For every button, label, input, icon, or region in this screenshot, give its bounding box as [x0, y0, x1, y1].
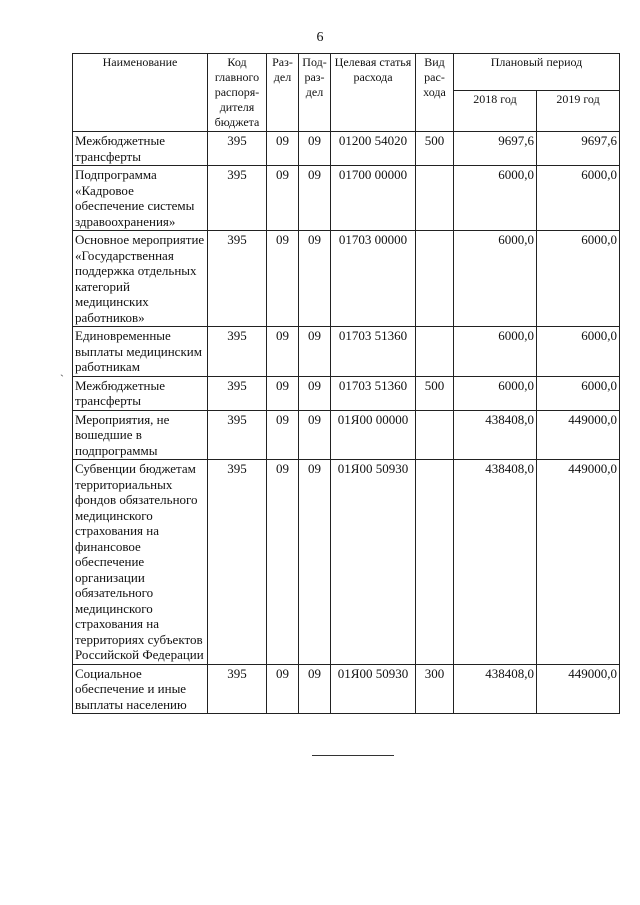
- row-2019: 449000,0: [537, 410, 620, 460]
- page-number: 6: [316, 30, 324, 45]
- table-row: [73, 376, 620, 410]
- row-2018: 6000,0: [454, 376, 537, 410]
- row-2018: 6000,0: [454, 231, 537, 327]
- row-name: Межбюджетные трансферты: [73, 132, 208, 166]
- row-subsection: 09: [299, 664, 331, 714]
- row-section: 09: [267, 132, 299, 166]
- header-name: Наименование: [73, 54, 208, 132]
- row-type: 500: [416, 132, 454, 166]
- row-2019: 9697,6: [537, 132, 620, 166]
- row-code: 395: [208, 132, 267, 166]
- header-code: Код главного распоря-дителя бюджета: [208, 54, 267, 132]
- row-target: 01200 54020: [331, 132, 416, 166]
- row-2019: 6000,0: [537, 327, 620, 377]
- row-name: Подпрограмма «Кадровое обеспечение системы здравоохранения»: [73, 166, 208, 231]
- row-name: Мероприятия, не вошедшие в подпрограммы: [73, 410, 208, 460]
- row-code: 395: [208, 460, 267, 665]
- row-section: 09: [267, 460, 299, 665]
- header-target: Целевая статья расхода: [331, 54, 416, 132]
- header-section: Раз-дел: [267, 54, 299, 132]
- row-2018: 6000,0: [454, 166, 537, 231]
- row-target: 01Я00 00000: [331, 410, 416, 460]
- header-type: Вид рас-хода: [416, 54, 454, 132]
- row-subsection: 09: [299, 376, 331, 410]
- row-2019: 6000,0: [537, 166, 620, 231]
- row-2019: 6000,0: [537, 231, 620, 327]
- header-period: Плановый период: [454, 54, 620, 91]
- row-subsection: 09: [299, 460, 331, 665]
- row-section: 09: [267, 664, 299, 714]
- row-target: 01Я00 50930: [331, 460, 416, 665]
- row-type: [416, 460, 454, 665]
- row-type: 300: [416, 664, 454, 714]
- row-section: 09: [267, 166, 299, 231]
- row-code: 395: [208, 376, 267, 410]
- row-code: 395: [208, 664, 267, 714]
- row-2019: 449000,0: [537, 460, 620, 665]
- table-row: [73, 132, 620, 166]
- row-section: 09: [267, 410, 299, 460]
- row-subsection: 09: [299, 327, 331, 377]
- row-type: [416, 327, 454, 377]
- row-2018: 438408,0: [454, 410, 537, 460]
- row-code: 395: [208, 327, 267, 377]
- row-name: Субвенции бюджетам территориальных фондов обязательного медицинского страхования на финансовое обеспечение организации обязательного медицинского страхования на территориях субъектов Российской Федерации: [73, 460, 208, 665]
- table-row: [73, 327, 620, 377]
- row-section: 09: [267, 327, 299, 377]
- row-2019: 449000,0: [537, 664, 620, 714]
- header-year-2018: 2018 год: [454, 90, 537, 131]
- header-subsection: Под-раз-дел: [299, 54, 331, 132]
- row-type: [416, 166, 454, 231]
- row-2018: 438408,0: [454, 460, 537, 665]
- row-name: Основное мероприятие «Государственная поддержка отдельных категорий медицинских работников»: [73, 231, 208, 327]
- header-year-2019: 2019 год: [537, 90, 620, 131]
- footer-rule: [312, 755, 394, 756]
- row-target: 01703 00000: [331, 231, 416, 327]
- row-code: 395: [208, 166, 267, 231]
- row-code: 395: [208, 410, 267, 460]
- row-section: 09: [267, 376, 299, 410]
- row-subsection: 09: [299, 132, 331, 166]
- row-2018: 6000,0: [454, 327, 537, 377]
- table-row: [73, 664, 620, 714]
- row-2019: 6000,0: [537, 376, 620, 410]
- row-subsection: 09: [299, 231, 331, 327]
- row-name: Единовременные выплаты медицинским работникам: [73, 327, 208, 377]
- row-target: 01703 51360: [331, 376, 416, 410]
- row-subsection: 09: [299, 166, 331, 231]
- row-code: 395: [208, 231, 267, 327]
- stray-mark: `: [60, 372, 64, 386]
- row-name: Социальное обеспечение и иные выплаты населению: [73, 664, 208, 714]
- budget-table: [72, 53, 620, 714]
- row-target: 01700 00000: [331, 166, 416, 231]
- row-type: 500: [416, 376, 454, 410]
- row-section: 09: [267, 231, 299, 327]
- row-name: Межбюджетные трансферты: [73, 376, 208, 410]
- row-target: 01Я00 50930: [331, 664, 416, 714]
- row-target: 01703 51360: [331, 327, 416, 377]
- row-type: [416, 410, 454, 460]
- row-2018: 9697,6: [454, 132, 537, 166]
- row-2018: 438408,0: [454, 664, 537, 714]
- table-row: [73, 410, 620, 460]
- table-row: [73, 166, 620, 231]
- table-row: [73, 460, 620, 665]
- table-row: [73, 231, 620, 327]
- row-subsection: 09: [299, 410, 331, 460]
- row-type: [416, 231, 454, 327]
